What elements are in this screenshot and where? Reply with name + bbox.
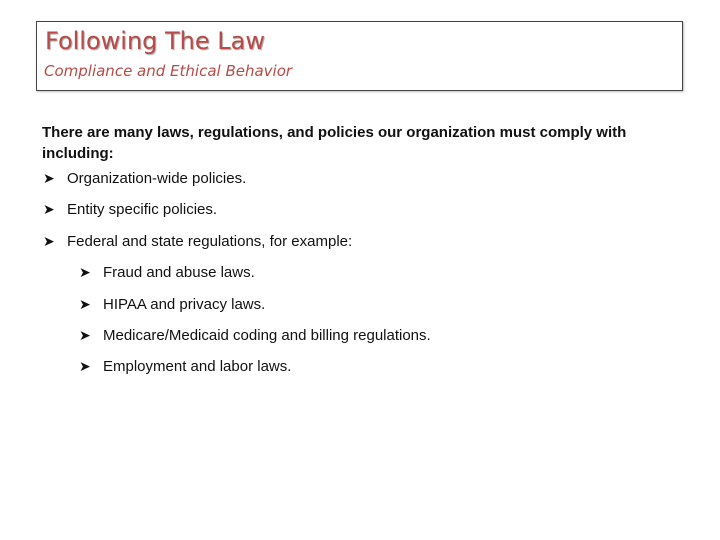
arrow-bullet-icon: ➤ <box>79 296 91 313</box>
bullet-text: Federal and state regulations, for example: <box>67 233 353 250</box>
arrow-bullet-icon: ➤ <box>79 358 91 375</box>
sub-bullet-text: HIPAA and privacy laws. <box>103 296 266 313</box>
sub-bullet-item <box>79 358 291 375</box>
arrow-bullet-icon: ➤ <box>79 327 91 344</box>
bullet-item <box>43 170 246 187</box>
arrow-bullet-icon: ➤ <box>43 233 55 250</box>
page-subtitle: Compliance and Ethical Behavior <box>44 62 293 80</box>
arrow-bullet-icon: ➤ <box>79 264 91 281</box>
page-title: Following The Law <box>45 27 265 55</box>
bullet-item <box>43 233 352 250</box>
sub-bullet-item <box>79 327 431 344</box>
sub-bullet-text: Fraud and abuse laws. <box>103 264 255 281</box>
title-box <box>36 21 683 91</box>
sub-bullet-text: Employment and labor laws. <box>103 358 292 375</box>
sub-bullet-item <box>79 264 255 281</box>
bullet-text: Entity specific policies. <box>67 201 218 218</box>
sub-bullet-item <box>79 296 265 313</box>
arrow-bullet-icon: ➤ <box>43 170 55 187</box>
intro-text: There are many laws, regulations, and policies our organization must comply with including: <box>42 124 627 162</box>
bullet-text: Organization-wide policies. <box>67 170 247 187</box>
sub-bullet-text: Medicare/Medicaid coding and billing regulations. <box>103 327 431 344</box>
arrow-bullet-icon: ➤ <box>43 201 55 218</box>
bullet-item <box>43 201 217 218</box>
